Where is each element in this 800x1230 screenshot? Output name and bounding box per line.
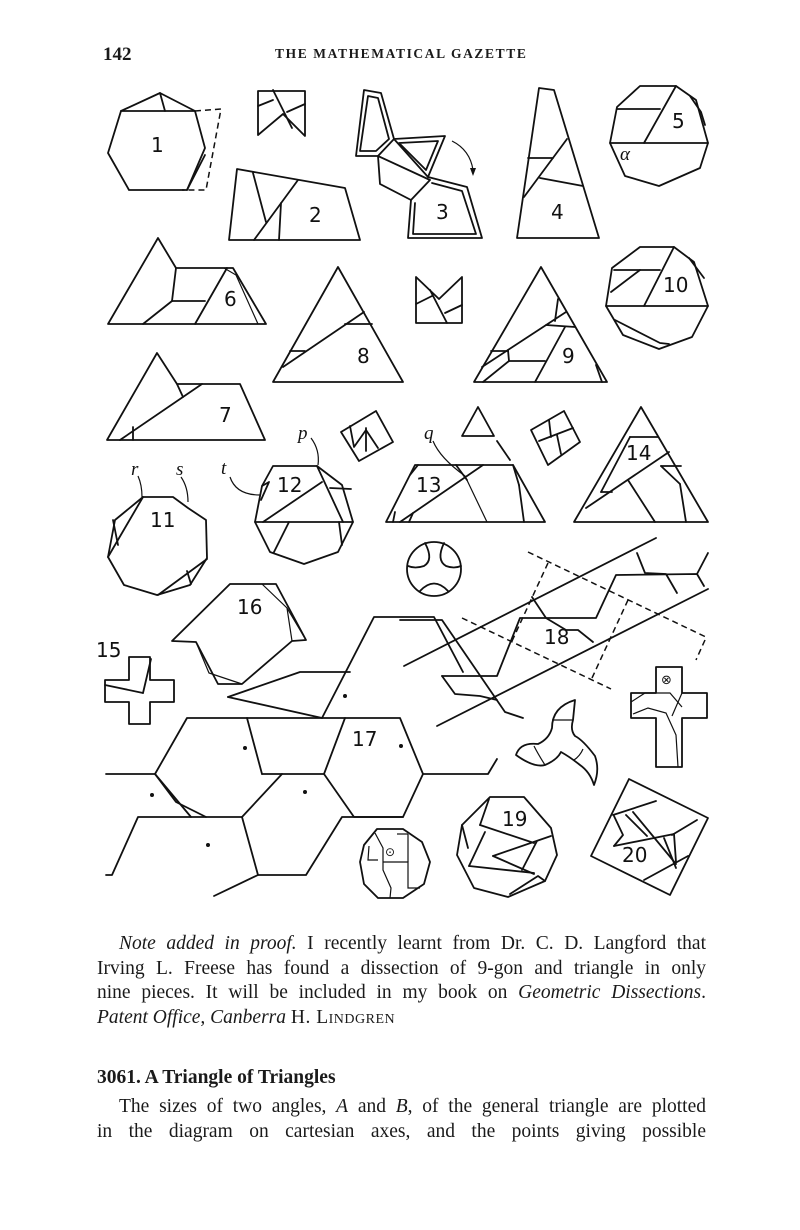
dissection-12 [255, 466, 353, 564]
dissection-square-2 [531, 411, 580, 465]
dissection-9 [474, 267, 607, 382]
label-8: 8 [357, 344, 370, 368]
circle-trefoil [407, 542, 461, 596]
note-lead: Note added in proof. [119, 933, 297, 954]
dissection-2 [229, 169, 360, 240]
label-r: r [131, 459, 139, 480]
dissection-14 [574, 407, 708, 522]
dissection-8 [273, 267, 403, 382]
note-line-2: Irving L. Freese has found a dissection of 9-gon and triangle in only [97, 957, 706, 979]
dissection-cross-otimes [631, 667, 707, 767]
author-name: H. Lindgren [290, 1006, 396, 1028]
label-18: 18 [544, 625, 570, 649]
dissection-15 [96, 638, 174, 724]
dissection-13 [386, 465, 545, 522]
label-q: q [424, 423, 434, 444]
dissection-7 [107, 353, 265, 440]
otimes-symbol: ⊗ [661, 673, 672, 688]
dissection-5 [610, 86, 708, 186]
dissection-6 [108, 238, 266, 324]
note-line-3: nine pieces. It will be included in my book on Geometric Dissections. [97, 982, 706, 1003]
label-7: 7 [219, 403, 232, 427]
dissection-19 [457, 797, 557, 897]
odot-symbol: ⊙ [385, 845, 396, 859]
dissection-16 [172, 584, 306, 684]
dissection-3 [356, 90, 482, 238]
dissection-rotated-square [341, 411, 393, 461]
dissection-20 [591, 779, 708, 895]
label-t: t [221, 458, 227, 479]
signature-line [97, 1006, 706, 1031]
label-s: s [176, 459, 184, 480]
label-1: 1 [151, 133, 164, 157]
label-alpha: α [620, 144, 630, 165]
section-body [97, 1095, 706, 1144]
dissection-small-m [258, 90, 305, 136]
body-line-2: in the diagram on cartesian axes, and the points giving possible [97, 1120, 706, 1142]
dissection-circle-odot [360, 829, 430, 898]
label-4: 4 [551, 200, 564, 224]
dissection-10 [606, 247, 708, 349]
small-triangle [462, 407, 510, 460]
label-5: 5 [672, 109, 685, 133]
note-added-in-proof [97, 932, 706, 1030]
dissection-17 [106, 617, 497, 896]
label-2: 2 [309, 203, 322, 227]
label-20: 20 [622, 843, 648, 867]
label-12: 12 [277, 473, 303, 497]
dissection-11 [108, 497, 207, 595]
label-14: 14 [626, 441, 652, 465]
note-line-1: Note added in proof. I recently learnt from Dr. C. D. Langford that [119, 933, 707, 954]
label-15: 15 [96, 638, 122, 662]
label-19: 19 [502, 807, 528, 831]
dissection-4 [517, 88, 599, 238]
running-head: THE MATHEMATICAL GAZETTE [275, 46, 528, 61]
label-6: 6 [224, 287, 237, 311]
label-16: 16 [237, 595, 263, 619]
label-9: 9 [562, 344, 575, 368]
trefoil-pinwheel [516, 700, 597, 785]
label-10: 10 [663, 273, 689, 297]
section-heading: 3061. A Triangle of Triangles [97, 1067, 336, 1088]
page-number: 142 [103, 44, 132, 65]
body-line-1: The sizes of two angles, A and B, of the general triangle are plotted [119, 1096, 706, 1117]
label-17: 17 [352, 727, 378, 751]
label-p: p [298, 423, 308, 444]
dissection-small-m-2 [416, 277, 462, 323]
affiliation: Patent Office, Canberra [97, 1006, 287, 1028]
label-13: 13 [416, 473, 442, 497]
dissection-1 [108, 93, 221, 190]
labels-r-s-t [131, 458, 260, 502]
label-11: 11 [150, 508, 176, 532]
label-3: 3 [436, 200, 449, 224]
